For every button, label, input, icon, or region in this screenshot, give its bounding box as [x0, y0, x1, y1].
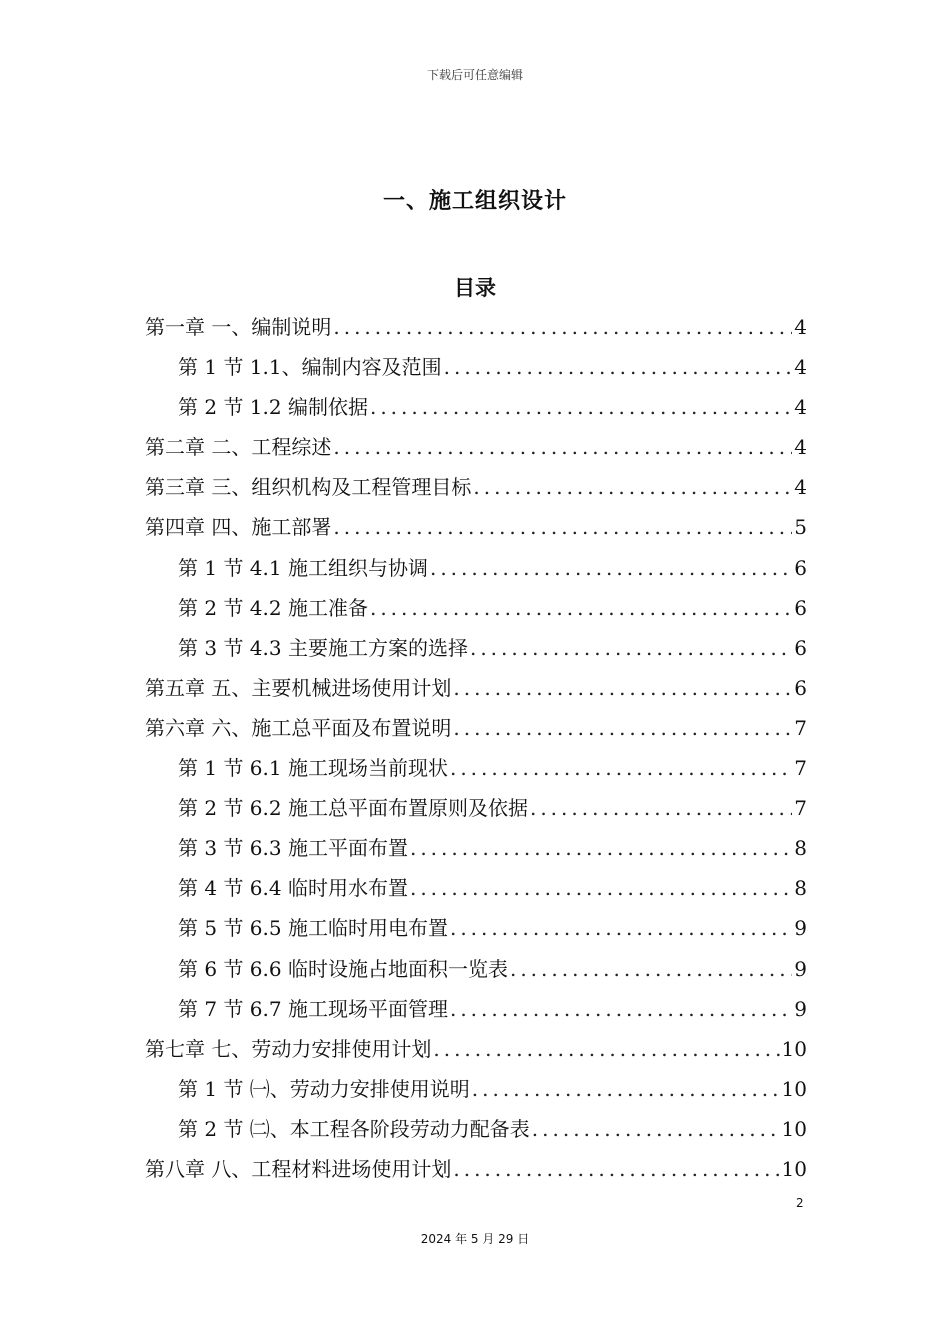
toc-entry-page: 6	[794, 555, 807, 580]
toc-section-entry[interactable]	[145, 588, 807, 628]
toc-chapter-entry[interactable]	[145, 427, 807, 467]
toc-entry-label: 第 1 节 1.1、编制内容及范围	[178, 355, 442, 380]
toc-entry-page: 10	[781, 1116, 807, 1141]
toc-section-entry[interactable]	[145, 868, 807, 908]
toc-entry-label: 第 4 节 6.4 临时用水布置	[178, 876, 408, 901]
toc-section-entry[interactable]	[145, 628, 807, 668]
toc-section-entry[interactable]	[145, 949, 807, 989]
header-note: 下载后可任意编辑	[426, 68, 523, 82]
toc-entry-page: 4	[794, 395, 807, 420]
toc-entry-label: 第三章 三、组织机构及工程管理目标	[145, 475, 472, 500]
toc-dot-leader	[453, 1149, 779, 1189]
toc-dot-leader	[453, 668, 792, 708]
toc-section-entry[interactable]	[145, 1109, 807, 1149]
toc-section-entry[interactable]	[145, 748, 807, 788]
table-of-contents	[145, 307, 807, 1189]
toc-entry-page: 4	[794, 355, 807, 380]
toc-entry-page: 9	[794, 996, 807, 1021]
toc-section-entry[interactable]	[145, 347, 807, 387]
toc-section-entry[interactable]	[145, 548, 807, 588]
toc-entry-page: 6	[794, 595, 807, 620]
toc-entry-label: 第 2 节 1.2 编制依据	[178, 395, 368, 420]
toc-section-entry[interactable]	[145, 908, 807, 948]
toc-entry-page: 7	[794, 756, 807, 781]
toc-entry-label: 第 6 节 6.6 临时设施占地面积一览表	[178, 956, 508, 981]
toc-dot-leader	[470, 628, 792, 668]
toc-entry-label: 第七章 七、劳动力安排使用计划	[145, 1036, 432, 1061]
toc-entry-page: 7	[794, 715, 807, 740]
toc-entry-label: 第一章 一、编制说明	[145, 315, 332, 339]
toc-entry-page: 4	[794, 475, 807, 500]
toc-entry-label: 第五章 五、主要机械进场使用计划	[145, 675, 452, 700]
toc-dot-leader	[333, 427, 792, 467]
toc-dot-leader	[532, 1109, 780, 1149]
toc-entry-page: 6	[794, 675, 807, 700]
toc-dot-leader	[333, 307, 792, 347]
toc-dot-leader	[430, 548, 792, 588]
toc-entry-label: 第 2 节 4.2 施工准备	[178, 595, 368, 620]
toc-dot-leader	[472, 1069, 780, 1109]
toc-chapter-entry[interactable]	[145, 1029, 807, 1069]
toc-entry-page: 10	[781, 1156, 807, 1181]
toc-entry-page: 9	[794, 916, 807, 941]
toc-entry-page: 9	[794, 956, 807, 981]
toc-entry-page: 10	[781, 1036, 807, 1061]
toc-section-entry[interactable]	[145, 1069, 807, 1109]
toc-chapter-entry[interactable]	[145, 507, 807, 547]
toc-chapter-entry[interactable]	[145, 708, 807, 748]
toc-entry-label: 第 3 节 4.3 主要施工方案的选择	[178, 635, 468, 660]
toc-dot-leader	[473, 467, 792, 507]
toc-chapter-entry[interactable]	[145, 307, 807, 347]
toc-entry-page: 6	[794, 635, 807, 660]
toc-dot-leader	[333, 507, 792, 547]
page-number: 2	[796, 1196, 804, 1210]
toc-entry-page: 7	[794, 796, 807, 821]
toc-chapter-entry[interactable]	[145, 668, 807, 708]
document-title: 一、施工组织设计	[382, 189, 567, 214]
toc-entry-label: 第六章 六、施工总平面及布置说明	[145, 715, 452, 740]
toc-dot-leader	[444, 347, 793, 387]
toc-entry-page: 4	[794, 315, 807, 339]
toc-dot-leader	[450, 989, 792, 1029]
toc-dot-leader	[410, 828, 792, 868]
toc-section-entry[interactable]	[145, 788, 807, 828]
toc-dot-leader	[510, 949, 792, 989]
toc-entry-label: 第 5 节 6.5 施工临时用电布置	[178, 916, 448, 941]
toc-entry-label: 第 7 节 6.7 施工现场平面管理	[178, 996, 448, 1021]
toc-entry-label: 第 1 节 4.1 施工组织与协调	[178, 555, 428, 580]
toc-entry-label: 第八章 八、工程材料进场使用计划	[145, 1156, 452, 1181]
toc-dot-leader	[450, 908, 792, 948]
toc-entry-label: 第 1 节 6.1 施工现场当前现状	[178, 756, 448, 781]
toc-entry-page: 8	[794, 876, 807, 901]
toc-entry-label: 第 2 节 ㈡、本工程各阶段劳动力配备表	[178, 1116, 530, 1141]
toc-entry-page: 8	[794, 836, 807, 861]
toc-entry-page: 5	[794, 515, 807, 540]
toc-entry-label: 第四章 四、施工部署	[145, 515, 332, 540]
toc-entry-label: 第 2 节 6.2 施工总平面布置原则及依据	[178, 796, 528, 821]
toc-entry-label: 第 1 节 ㈠、劳动力安排使用说明	[178, 1076, 470, 1101]
toc-section-entry[interactable]	[145, 828, 807, 868]
toc-dot-leader	[433, 1029, 779, 1069]
toc-heading: 目录	[454, 276, 496, 300]
toc-dot-leader	[530, 788, 792, 828]
toc-chapter-entry[interactable]	[145, 467, 807, 507]
toc-dot-leader	[453, 708, 792, 748]
toc-entry-page: 4	[794, 435, 807, 460]
footer-date: 2024 年 5 月 29 日	[420, 1232, 530, 1246]
toc-section-entry[interactable]	[145, 989, 807, 1029]
toc-entry-label: 第二章 二、工程综述	[145, 435, 332, 460]
toc-entry-page: 10	[781, 1076, 807, 1101]
toc-chapter-entry[interactable]	[145, 1149, 807, 1189]
toc-entry-label: 第 3 节 6.3 施工平面布置	[178, 836, 408, 861]
toc-section-entry[interactable]	[145, 387, 807, 427]
toc-dot-leader	[370, 588, 792, 628]
toc-dot-leader	[370, 387, 792, 427]
toc-dot-leader	[450, 748, 792, 788]
toc-dot-leader	[410, 868, 792, 908]
